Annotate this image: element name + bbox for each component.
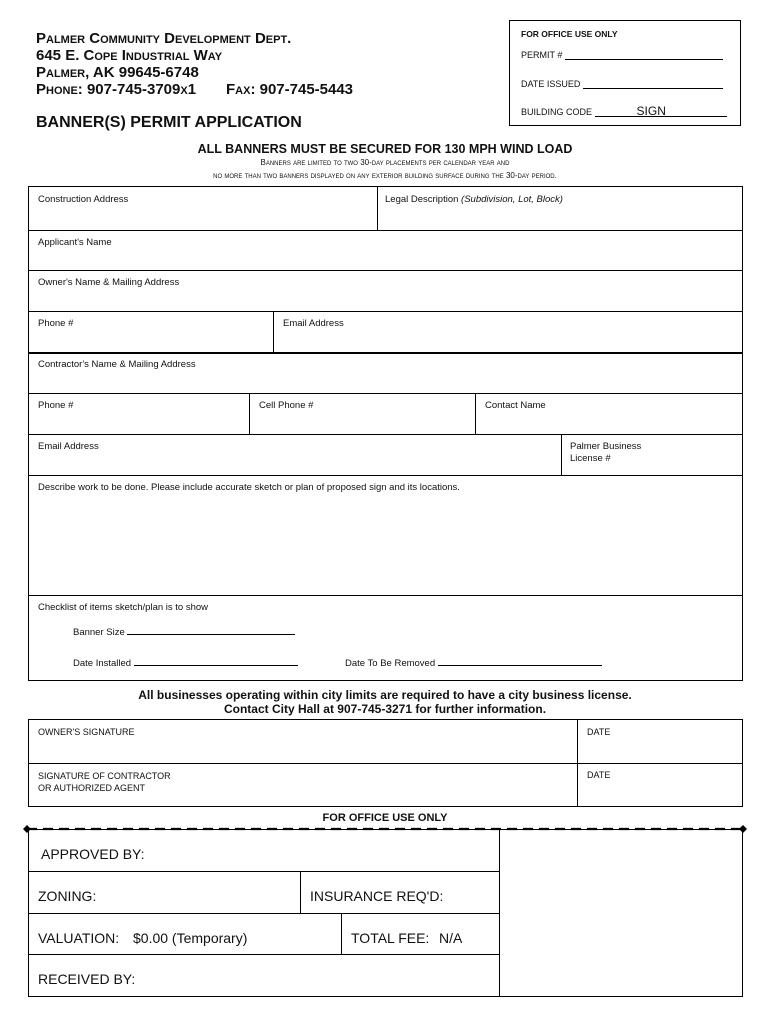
phone-number: Phone: 907-745-3709x1	[36, 81, 197, 98]
date-removed-label: Date To Be Removed	[345, 658, 436, 669]
office-use-title: FOR OFFICE USE ONLY	[521, 29, 618, 39]
owner-date-field[interactable]: DATE	[587, 727, 611, 737]
owner-phone-field[interactable]: Phone #	[38, 318, 74, 329]
permit-number-field[interactable]	[521, 50, 723, 60]
contractor-phone-field[interactable]: Phone #	[38, 400, 74, 411]
legal-description-label: Legal Description	[385, 194, 459, 205]
license-notice-1: All businesses operating within city limits are required to have a city business license.	[138, 688, 632, 702]
applicant-name-field[interactable]: Applicant's Name	[38, 237, 112, 248]
office-use-bottom-title: FOR OFFICE USE ONLY	[322, 812, 448, 824]
fax-number: Fax: 907-745-5443	[226, 81, 354, 98]
date-issued-field[interactable]	[521, 79, 723, 89]
approved-by-field[interactable]: APPROVED BY:	[41, 846, 145, 862]
banner-size-field[interactable]	[73, 627, 295, 638]
building-code-field[interactable]	[521, 104, 727, 118]
banner-limit-line-1: Banners are limited to two 30-day placements per calendar year and	[260, 158, 510, 167]
office-use-table	[28, 829, 743, 997]
owner-name-field[interactable]: Owner's Name & Mailing Address	[38, 277, 180, 288]
legal-description-field[interactable]	[385, 194, 563, 205]
wind-load-notice: ALL BANNERS MUST BE SECURED FOR 130 MPH WIND LOAD	[197, 142, 573, 156]
owner-signature-field[interactable]: OWNER'S SIGNATURE	[38, 727, 135, 737]
zoning-field[interactable]: ZONING:	[38, 888, 97, 904]
received-by-field[interactable]: RECEIVED BY:	[38, 971, 136, 987]
contractor-signature-label-2: OR AUTHORIZED AGENT	[38, 783, 146, 793]
banner-limit-line-2: no more than two banners displayed on any exterior building surface during the 30-day period.	[213, 171, 557, 180]
construction-address-field[interactable]: Construction Address	[38, 194, 129, 205]
contractor-email-field[interactable]: Email Address	[38, 441, 99, 452]
office-use-box	[509, 20, 741, 126]
contact-name-field[interactable]: Contact Name	[485, 400, 546, 411]
legal-description-note: (Subdivision, Lot, Block)	[461, 194, 563, 205]
valuation-label: VALUATION:	[38, 930, 120, 946]
address-line-1: 645 E. Cope Industrial Way	[36, 47, 223, 64]
contractor-name-field[interactable]: Contractor's Name & Mailing Address	[38, 359, 196, 370]
date-removed-field[interactable]	[345, 658, 602, 669]
building-code-value: SIGN	[636, 104, 666, 118]
application-form	[28, 186, 743, 681]
cell-phone-field[interactable]: Cell Phone #	[259, 400, 314, 411]
permit-label: PERMIT #	[521, 50, 563, 60]
valuation-value[interactable]: $0.00 (Temporary)	[133, 930, 248, 946]
signature-table	[28, 719, 743, 807]
total-fee-label: TOTAL FEE:	[351, 930, 430, 946]
license-label-2: License #	[570, 453, 611, 464]
license-label-1: Palmer Business	[570, 441, 642, 452]
license-notice-2: Contact City Hall at 907-745-3271 for further information.	[223, 702, 547, 716]
org-name: Palmer Community Development Dept.	[36, 30, 292, 47]
total-fee-value[interactable]: N/A	[439, 930, 463, 946]
contractor-signature-label-1: SIGNATURE OF CONTRACTOR	[38, 771, 171, 781]
contractor-signature-field[interactable]	[38, 770, 171, 794]
address-line-2: Palmer, AK 99645-6748	[36, 64, 199, 81]
owner-email-field[interactable]: Email Address	[283, 318, 344, 329]
checklist-label: Checklist of items sketch/plan is to show	[38, 602, 209, 613]
business-license-field[interactable]	[570, 441, 641, 465]
date-installed-label: Date Installed	[73, 658, 132, 669]
form-title: BANNER(S) PERMIT APPLICATION	[36, 114, 302, 131]
banner-size-label: Banner Size	[73, 627, 125, 638]
date-issued-label: DATE ISSUED	[521, 79, 581, 89]
insurance-field[interactable]: INSURANCE REQ'D:	[310, 888, 444, 904]
date-installed-field[interactable]	[73, 658, 298, 669]
work-description-field[interactable]: Describe work to be done. Please include accurate sketch or plan of proposed sign and its locations.	[38, 482, 460, 493]
building-code-label: BUILDING CODE	[521, 107, 593, 117]
contractor-date-field[interactable]: DATE	[587, 770, 611, 780]
